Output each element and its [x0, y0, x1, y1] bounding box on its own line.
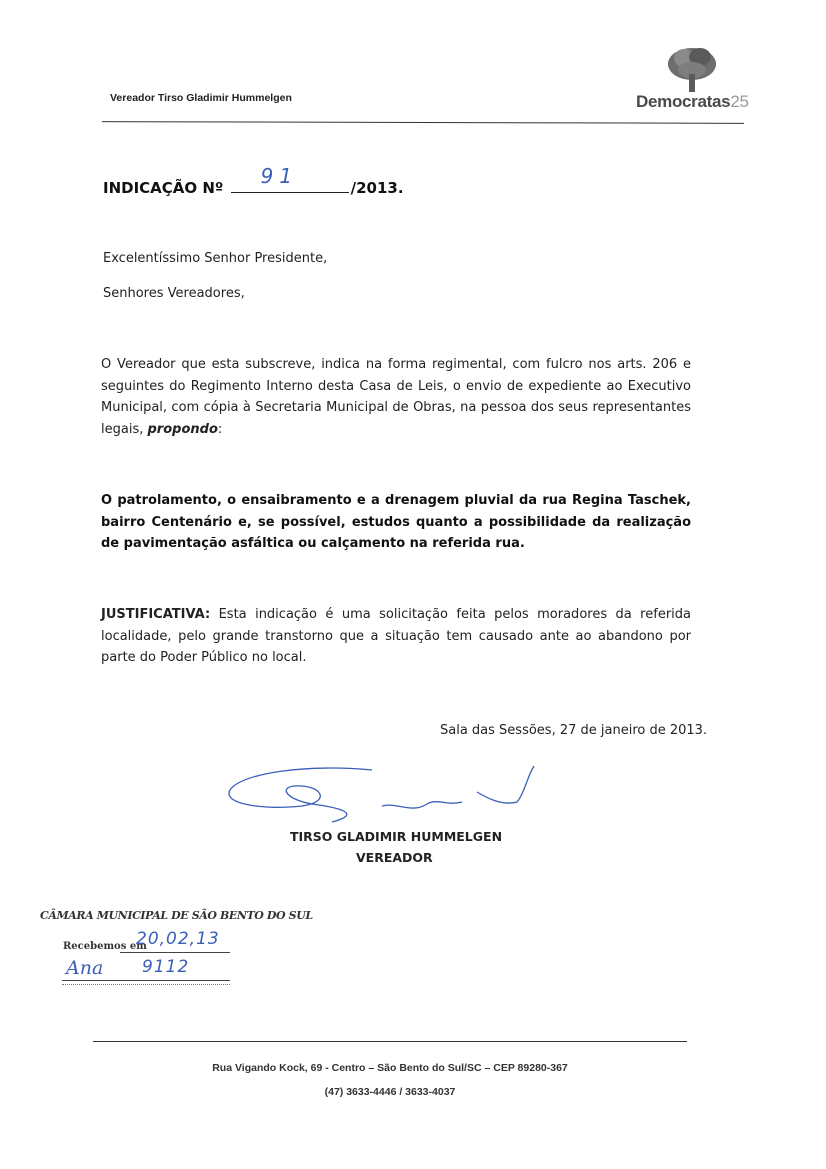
- stamp-received-date: 20,02,13: [136, 929, 220, 949]
- proposal-paragraph: O patrolamento, o ensaibramento e a drenagem pluvial da rua Regina Taschek, bairro Centenário e, se possível, estudos quanto a possibilidade da realização de pavimentação asfáltica ou calçamento na referida rua.: [101, 493, 691, 551]
- logo-text: Democratas: [636, 92, 731, 111]
- signer-name: TIRSO GLADIMIR HUMMELGEN: [290, 829, 503, 844]
- stamp-title: CÂMARA MUNICIPAL DE SÃO BENTO DO SUL: [40, 909, 313, 922]
- indicacao-number-handwritten: 91: [260, 164, 299, 188]
- justification-label: JUSTIFICATIVA:: [101, 607, 211, 622]
- stamp-date-line: [120, 952, 230, 953]
- logo-wordmark: [636, 92, 749, 112]
- logo-number: 25: [730, 92, 749, 111]
- stamp-received-label: Recebemos em: [63, 941, 147, 952]
- justification-paragraph: [101, 604, 691, 669]
- indicacao-heading: [103, 164, 404, 197]
- footer-address: Rua Vigando Kock, 69 - Centro – São Bento do Sul/SC – CEP 89280-367: [212, 1062, 568, 1074]
- justification-text: Esta indicação é uma solicitação feita pelos moradores da referida localidade, pelo grande transtorno que a situação tem causado ante ao abandono por parte do Poder Público no local.: [101, 607, 691, 665]
- footer-phone: (47) 3633-4446 / 3633-4037: [324, 1086, 456, 1098]
- signer-role: VEREADOR: [356, 850, 433, 865]
- salutation-councillors: Senhores Vereadores,: [103, 286, 245, 301]
- indicacao-year: /2013.: [350, 179, 404, 197]
- stamp-handwritten-time: 9112: [142, 957, 190, 977]
- indicacao-label: INDICAÇÃO Nº: [103, 179, 224, 197]
- footer-divider: [93, 1041, 687, 1042]
- intro-emphasis: propondo: [147, 421, 218, 437]
- stamp-dotted-line: [62, 984, 230, 985]
- header-divider: [102, 121, 744, 124]
- intro-paragraph: [101, 354, 691, 440]
- salutation-president: Excelentíssimo Senhor Presidente,: [103, 251, 328, 266]
- intro-end: :: [217, 421, 223, 437]
- handwritten-signature: [222, 762, 542, 832]
- stamp-handwritten-name: Ana: [66, 957, 104, 979]
- header-author: Vereador Tirso Gladimir Hummelgen: [110, 92, 292, 104]
- stamp-signature-line: [62, 980, 230, 981]
- indicacao-number-blank: [231, 164, 349, 193]
- intro-text: O Vereador que esta subscreve, indica na forma regimental, com fulcro nos arts. 206 e seguintes do Regimento Interno desta Casa de Leis, o envio de expediente ao Executivo Municipal, com cópia à Secretaria Municipal de Obras, na pessoa dos seus representantes legais,: [101, 357, 691, 437]
- democratas-tree-logo-icon: [662, 44, 722, 94]
- place-date: Sala das Sessões, 27 de janeiro de 2013.: [440, 723, 708, 738]
